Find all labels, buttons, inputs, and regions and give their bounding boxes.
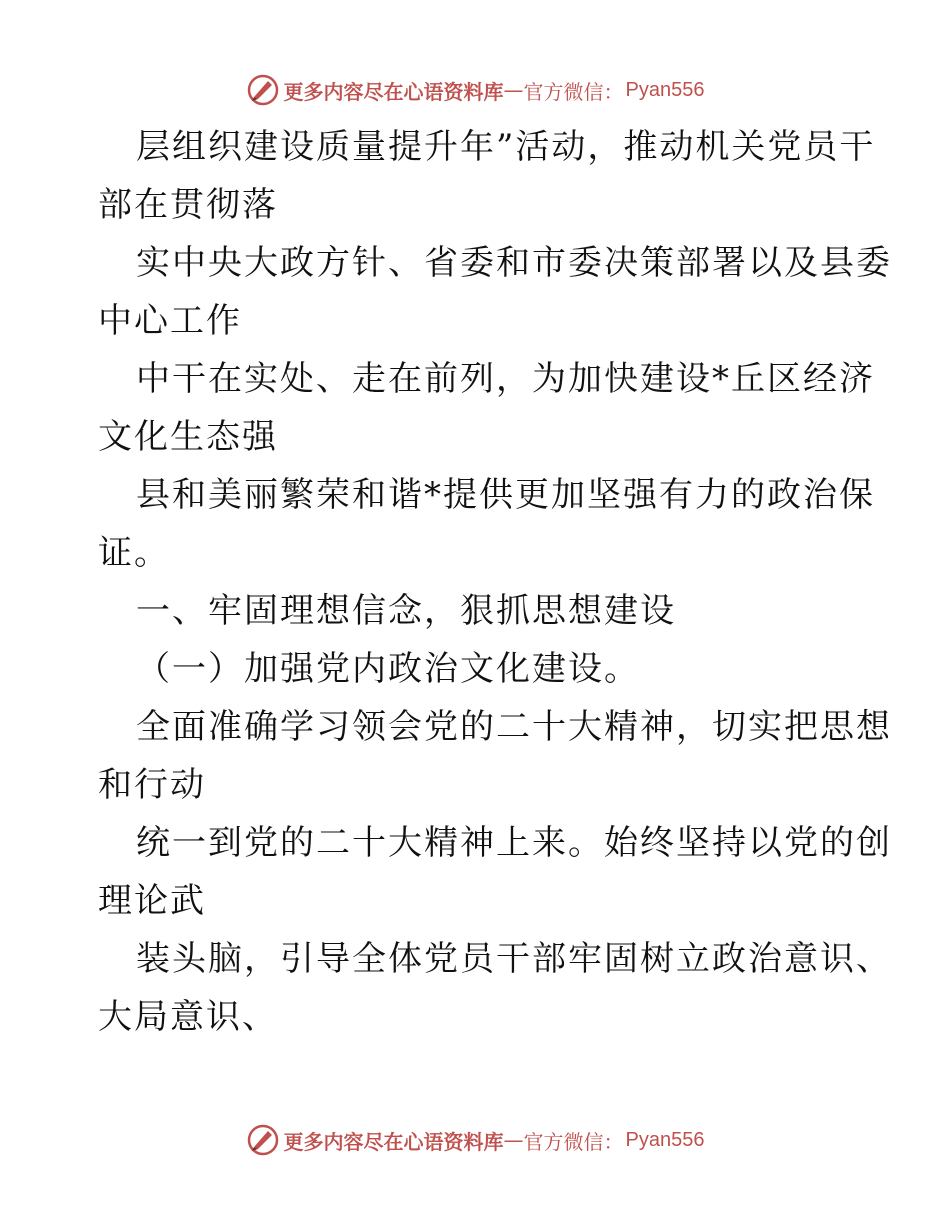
subsection-heading: （一）加强党内政治文化建设。 (136, 649, 640, 689)
watermark-separator: — (503, 78, 524, 102)
text-line: 理论武 (98, 881, 206, 921)
text-line: 中干在实处、走在前列，为加快建设*丘区经济 (136, 359, 875, 399)
watermark-text: 更多内容尽在心语资料库 (283, 79, 504, 104)
watermark-account: Pyan556 (625, 78, 705, 101)
text-line: 层组织建设质量提升年”活动，推动机关党员干 (136, 127, 876, 167)
pen-logo-icon (246, 73, 280, 107)
text-line: 装头脑，引导全体党员干部牢固树立政治意识、 (136, 939, 892, 979)
watermark-account: Pyan556 (625, 1128, 705, 1151)
watermark-banner-bottom (0, 1120, 950, 1160)
watermark-text: 更多内容尽在心语资料库 (283, 1129, 504, 1154)
text-line: 和行动 (98, 765, 206, 805)
text-line: 县和美丽繁荣和谐*提供更加坚强有力的政治保 (136, 475, 875, 515)
text-line: 统一到党的二十大精神上来。始终坚持以党的创 (136, 823, 892, 863)
text-line: 证。 (98, 533, 170, 573)
text-line: 中心工作 (98, 301, 242, 341)
text-line: 文化生态强 (98, 417, 278, 457)
pen-logo-icon (246, 1123, 280, 1157)
text-line: 大局意识、 (98, 997, 278, 1037)
watermark-separator: — (503, 1128, 524, 1152)
text-line: 全面准确学习领会党的二十大精神，切实把思想 (136, 707, 892, 747)
section-heading: 一、牢固理想信念，狠抓思想建设 (136, 591, 676, 631)
watermark-label: 官方微信： (523, 1129, 624, 1154)
watermark-banner-top (0, 70, 950, 110)
text-line: 部在贯彻落 (98, 185, 278, 225)
watermark-label: 官方微信： (523, 79, 624, 104)
text-line: 实中央大政方针、省委和市委决策部署以及县委 (136, 243, 892, 283)
document-body (98, 118, 892, 1046)
